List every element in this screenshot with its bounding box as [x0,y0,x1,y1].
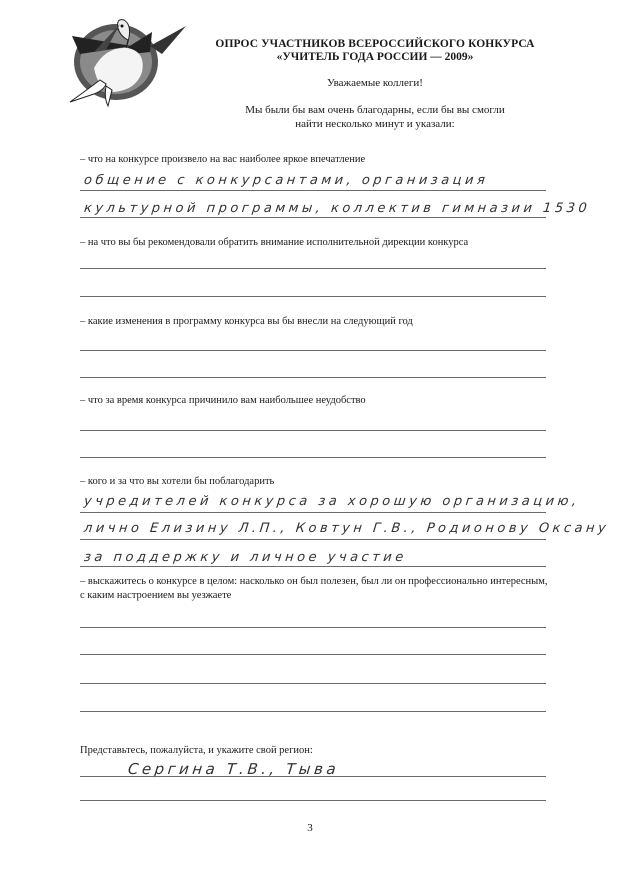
intro-text [215,103,535,131]
answer-line[interactable] [80,217,546,218]
intro-line-1: Мы были бы вам очень благодарны, если бы вы смогли [245,104,505,116]
pelican-logo-icon [54,6,194,112]
greeting: Уважаемые коллеги! [327,77,423,89]
question-thanks: – кого и за что вы хотели бы поблагодарить [80,476,275,487]
signature-answer: Сергина Т.В., Тыва [127,760,341,778]
question-inconvenience: – что за время конкурса причинило вам наибольшее неудобство [80,395,366,406]
page-number: 3 [307,822,313,834]
answer-line[interactable] [80,683,546,684]
survey-title-line-1: ОПРОС УЧАСТНИКОВ ВСЕРОССИЙСКОГО КОНКУРСА [215,38,535,50]
answer-line[interactable] [80,430,546,431]
answer-line[interactable] [80,512,546,513]
signature-prompt: Представьтесь, пожалуйста, и укажите свой регион: [80,745,313,756]
answer-line[interactable] [80,627,546,628]
question-recommendations: – на что вы бы рекомендовали обратить внимание исполнительной дирекции конкурса [80,237,469,248]
answer-line[interactable] [80,268,546,269]
answer-line[interactable] [80,457,546,458]
answer-line[interactable] [80,566,546,567]
question-impression: – что на конкурсе произвело на вас наиболее яркое впечатление [80,154,366,165]
answer-line[interactable] [80,800,546,801]
answer-line[interactable] [80,377,546,378]
answer-line[interactable] [80,190,546,191]
answer-line[interactable] [80,350,546,351]
question-program-changes: – какие изменения в программу конкурса вы бы внесли на следующий год [80,316,413,327]
answer-line[interactable] [80,654,546,655]
question-overall: – выскажитесь о конкурсе в целом: насколько он был полезен, был ли он профессионально интересным, с каким настроением вы уезжаете [80,576,548,601]
answer-thanks-line-2: лично Елизину Л.П., Ковтун Г.В., Родионову Оксану [83,521,611,536]
answer-line[interactable] [80,776,546,777]
answer-impression-line-2: культурной программы, коллектив гимназии 1530 [83,201,591,216]
answer-impression-line-1: общение с конкурсантами, организация [83,173,490,188]
answer-line[interactable] [80,711,546,712]
answer-thanks-line-1: учредителей конкурса за хорошую организацию, [83,494,581,509]
answer-thanks-line-3: за поддержку и личное участие [83,550,408,565]
survey-title-line-2: «УЧИТЕЛЬ ГОДА РОССИИ — 2009» [276,51,474,63]
intro-line-2: найти несколько минут и указали: [295,118,455,130]
answer-line[interactable] [80,296,546,297]
answer-line[interactable] [80,539,546,540]
